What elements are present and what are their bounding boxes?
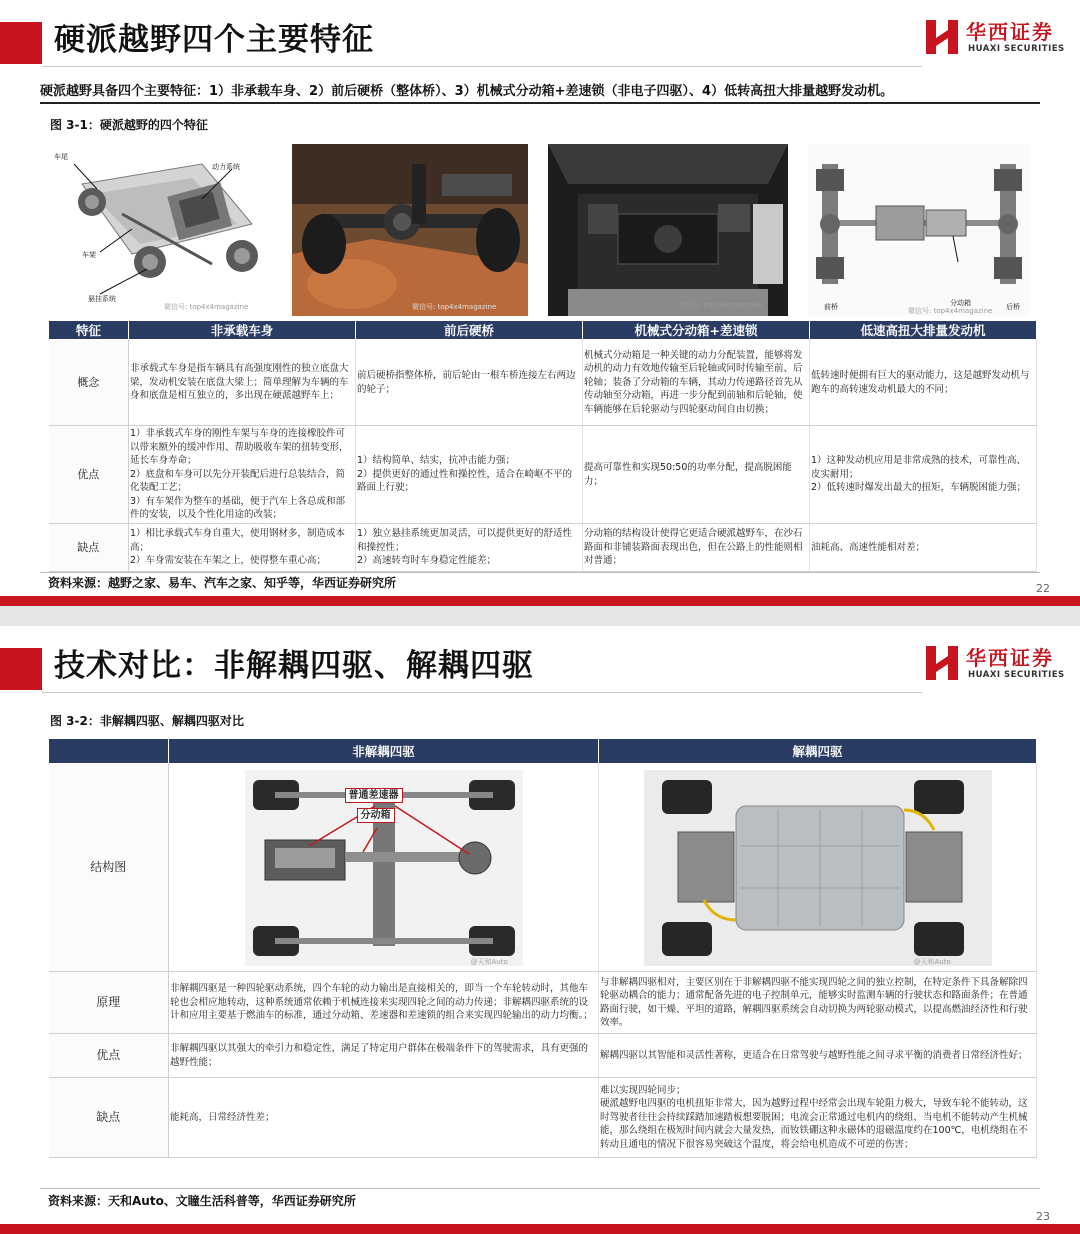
decoupled-structure-diagram xyxy=(644,770,992,966)
non-decoupled-diagram-cell xyxy=(169,764,599,972)
slide-23 xyxy=(0,626,1080,1234)
watermark: 微信号: top4x4magazine xyxy=(164,303,249,311)
summary-text: 硬派越野具备四个主要特征：1）非承载车身、2）前后硬桥（整体桥）、3）机械式分动箱+差速锁（非电子四驱）、4）低转高扭大排量越野发动机。 xyxy=(40,80,1040,104)
comparison-table xyxy=(48,738,1037,1158)
table-cell: 机械式分动箱是一种关键的动力分配装置，能够将发动机的动力有效地传输至后轮轴或同时传输至前、后轮轴；装备了分动箱的车辆，其动力传递路径首先从传动轴至分动箱，再进一步分配到前轴和后轮轴，使车辆能够在后轮驱动与四轮驱动间自由切换； xyxy=(583,340,810,426)
watermark: 微信号: top4x4magazine xyxy=(412,303,497,311)
table-cell: 能耗高，日常经济性差； xyxy=(169,1078,599,1158)
table-cell: 低转速时便拥有巨大的驱动能力，这是越野发动机与跑车的高转速发动机最大的不同； xyxy=(810,340,1037,426)
row-label: 缺点 xyxy=(49,524,129,572)
page-number: 23 xyxy=(1036,1210,1050,1223)
footer-bar xyxy=(0,1224,1080,1234)
header-engine: 低速高扭大排量发动机 xyxy=(810,321,1037,340)
rigid-axle-photo xyxy=(292,144,528,316)
label-power-system: 动力系统 xyxy=(212,163,240,171)
footer-divider xyxy=(40,1188,1040,1189)
features-table xyxy=(48,320,1037,572)
table-cell: 非解耦四驱以其强大的牵引力和稳定性，满足了特定用户群体在极端条件下的驾驶需求，具有更强的越野性能； xyxy=(169,1034,599,1078)
header-decoupled: 解耦四驱 xyxy=(599,739,1037,764)
label-front-axle: 前桥 xyxy=(824,303,838,311)
watermark: @天和Auto xyxy=(470,957,508,966)
header-feature: 特征 xyxy=(49,321,129,340)
table-row xyxy=(49,524,1037,572)
watermark: 微信号: top4x4magazine xyxy=(678,301,763,309)
brand-name-en: HUAXI SECURITIES xyxy=(968,670,1065,680)
table-row xyxy=(49,340,1037,426)
table-cell: 1）结构简单、结实，抗冲击能力强； 2）提供更好的通过性和操控性，适合在崎岖不平的路面上行驶； xyxy=(356,426,583,524)
table-header-row xyxy=(49,739,1037,764)
header-rigid-axle: 前后硬桥 xyxy=(356,321,583,340)
row-label: 优点 xyxy=(49,426,129,524)
table-cell: 1）独立悬挂系统更加灵活，可以提供更好的舒适性和操控性； 2）高速转弯时车身稳定性能差； xyxy=(356,524,583,572)
table-cell: 提高可靠性和实现50:50的功率分配，提高脱困能力； xyxy=(583,426,810,524)
row-label: 原理 xyxy=(49,972,169,1034)
table-cell: 分动箱的结构设计使得它更适合硬派越野车，在沙石路面和非铺装路面表现出色，但在公路上的性能则相对普通； xyxy=(583,524,810,572)
table-cell: 难以实现四轮同步； 硬派越野电四驱的电机扭矩非常大，因为越野过程中经常会出现车轮阻力极大，导致车轮不能转动，这时驾驶者往往会持续踩踏加速踏板想要脱困；电流会正常通过电机内的绕组，当电机不能转动产生机械能，那么绕组在极短时间内就会大量发热，而钕铁硼这种永磁体的退磁温度约在100℃，电机绕组在不转动且通电的情况下很容易突破这个温度，将会给电机造成不可逆的伤害； xyxy=(599,1078,1037,1158)
label-rear-axle: 后桥 xyxy=(1006,303,1020,311)
label-transfer-case: 分动箱 xyxy=(357,808,395,824)
brand-name-cn: 华西证券 xyxy=(966,20,1054,44)
non-decoupled-structure-diagram xyxy=(245,770,523,966)
decoupled-diagram-cell xyxy=(599,764,1037,972)
table-row xyxy=(49,1078,1037,1158)
label-tail: 车尾 xyxy=(54,153,68,161)
label-suspension: 悬挂系统 xyxy=(88,295,116,303)
chassis-frame-photo xyxy=(52,144,274,316)
table-cell: 非解耦四驱是一种四轮驱动系统，四个车轮的动力输出是直接相关的，即当一个车轮转动时，其他车轮也会相应地转动，这种系统通常依赖于机械连接来实现四轮之间的动力传递；非解耦四驱系统的设计和应用主要基于燃油车的标准，通过分动箱、差速器和差速锁的组合来实现四轮输出的动力均衡。； xyxy=(169,972,599,1034)
brand-name-cn: 华西证券 xyxy=(966,646,1054,670)
watermark: @天和Auto xyxy=(913,957,951,966)
title-divider xyxy=(42,692,922,693)
row-label: 优点 xyxy=(49,1034,169,1078)
row-label: 结构图 xyxy=(49,764,169,972)
footer-bar xyxy=(0,596,1080,606)
page-number: 22 xyxy=(1036,582,1050,595)
table-cell: 油耗高、高速性能相对差； xyxy=(810,524,1037,572)
drivetrain-diagram xyxy=(808,144,1030,316)
page-gap xyxy=(0,606,1080,626)
slide-title: 技术对比：非解耦四驱、解耦四驱 xyxy=(54,648,534,684)
header-blank xyxy=(49,739,169,764)
huaxi-logo-icon xyxy=(926,18,960,56)
title-accent-bar xyxy=(0,22,42,64)
slide-22 xyxy=(0,0,1080,606)
title-accent-bar xyxy=(0,648,42,690)
header-non-decoupled: 非解耦四驱 xyxy=(169,739,599,764)
label-frame: 车架 xyxy=(82,251,96,259)
row-label: 缺点 xyxy=(49,1078,169,1158)
table-row xyxy=(49,1034,1037,1078)
brand-name-en: HUAXI SECURITIES xyxy=(968,44,1065,54)
header-body-on-frame: 非承载车身 xyxy=(129,321,356,340)
table-cell: 1）这种发动机应用是非常成熟的技术，可靠性高、皮实耐用； 2）低转速时爆发出最大的扭矩，车辆脱困能力强； xyxy=(810,426,1037,524)
label-standard-differential: 普通差速器 xyxy=(345,788,403,804)
label-transfer-case: 分动箱 xyxy=(950,299,971,307)
table-row xyxy=(49,764,1037,972)
watermark: 微信号: top4x4magazine xyxy=(908,307,993,315)
brand-logo xyxy=(926,14,1066,62)
table-cell: 与非解耦四驱相对，主要区别在于非解耦四驱不能实现四轮之间的独立控制，在特定条件下具备解除四轮驱动耦合的能力；通常配备先进的电子控制单元，能够实时监测车辆的行驶状态和路面条件；在普通路面行驶，如干燥、平坦的道路，解耦四驱系统会自动切换为两轮驱动模式，以提高燃油经济性和行驶效率。 xyxy=(599,972,1037,1034)
header-transfer-case: 机械式分动箱+差速锁 xyxy=(583,321,810,340)
table-row xyxy=(49,426,1037,524)
footer-divider xyxy=(40,572,1040,573)
figure-caption: 图 3-2：非解耦四驱、解耦四驱对比 xyxy=(50,714,244,728)
brand-logo xyxy=(926,640,1066,688)
engine-bay-photo xyxy=(548,144,788,316)
table-cell: 非承载式车身是指车辆具有高强度刚性的独立底盘大梁，发动机安装在底盘大梁上；简单理解为车辆的车身和底盘是相互独立的，多出现在硬派越野车上； xyxy=(129,340,356,426)
table-cell: 解耦四驱以其智能和灵活性著称，更适合在日常驾驶与越野性能之间寻求平衡的消费者日常经济性好； xyxy=(599,1034,1037,1078)
row-label: 概念 xyxy=(49,340,129,426)
source-note: 资料来源：天和Auto、文瞳生活科普等，华西证券研究所 xyxy=(48,1194,356,1208)
slide-title: 硬派越野四个主要特征 xyxy=(54,22,374,58)
source-note: 资料来源：越野之家、易车、汽车之家、知乎等，华西证券研究所 xyxy=(48,576,397,590)
title-divider xyxy=(42,66,922,67)
table-cell: 前后硬桥指整体桥，前后轮由一根车桥连接左右两边的轮子； xyxy=(356,340,583,426)
table-header-row xyxy=(49,321,1037,340)
table-cell: 1）相比承载式车身自重大，使用钢材多，制造成本高； 2）车身需安装在车架之上，使得整车重心高； xyxy=(129,524,356,572)
table-cell: 1）非承载式车身的刚性车架与车身的连接橡胶件可以带来额外的缓冲作用、帮助吸收车架的扭转变形，延长车身寿命； 2）底盘和车身可以先分开装配后进行总装结合，简化装配工艺； 3）有车架作为整车的基础，便于汽车上各总成和部件的安装，以及个性化用途的改装； xyxy=(129,426,356,524)
table-row xyxy=(49,972,1037,1034)
huaxi-logo-icon xyxy=(926,644,960,682)
figure-caption: 图 3-1：硬派越野的四个特征 xyxy=(50,118,208,132)
